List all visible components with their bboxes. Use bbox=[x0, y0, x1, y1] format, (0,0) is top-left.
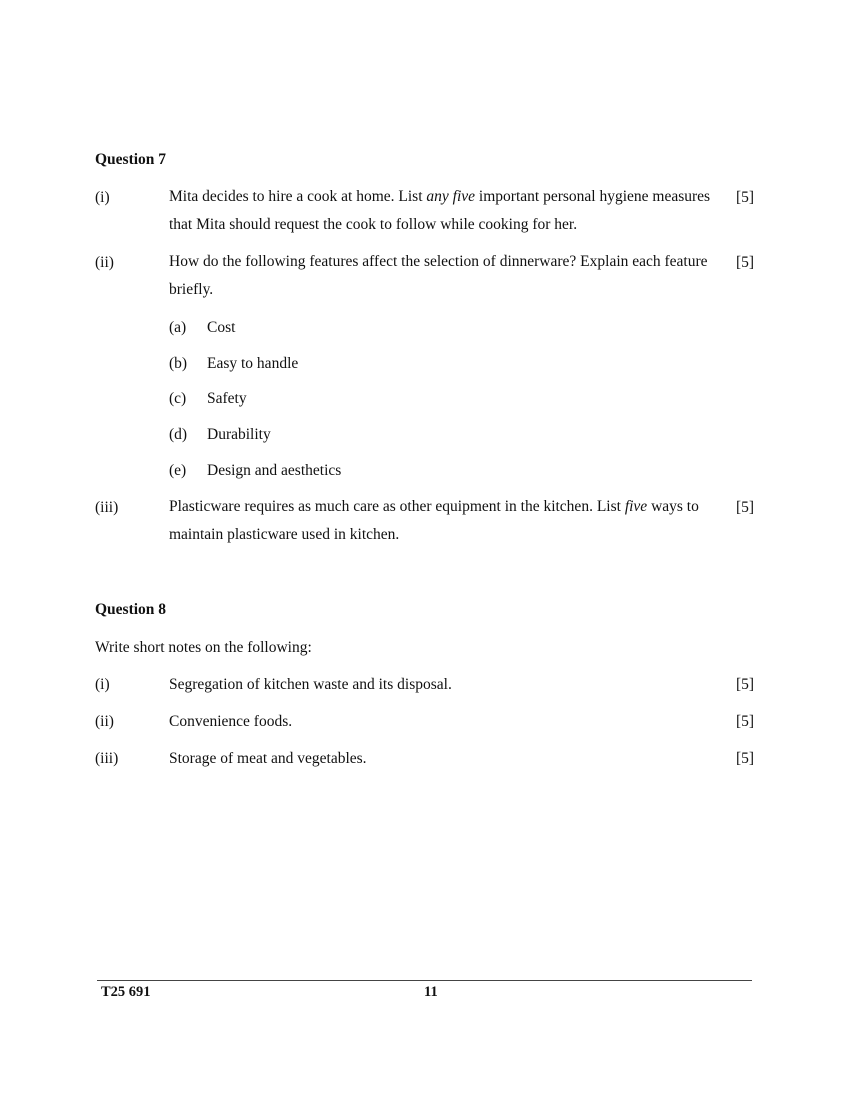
q8-iii-marks: [5] bbox=[736, 750, 755, 767]
q7-ii-number: (ii) bbox=[95, 254, 114, 271]
q7-iii-number: (iii) bbox=[95, 499, 119, 516]
q7-ii-sub-b-label: (b) bbox=[169, 355, 188, 372]
q7-i-text-emphasis: any five bbox=[426, 188, 476, 205]
question-7-title: Question 7 bbox=[95, 151, 167, 168]
q7-iii-text-pre: Plasticware requires as much care as other equipment in the kitchen. List bbox=[169, 498, 625, 515]
footer-paper-code: T25 691 bbox=[101, 984, 151, 1000]
q7-ii-sub-c-label: (c) bbox=[169, 390, 187, 407]
q7-ii-sub-d-text: Durability bbox=[207, 426, 271, 443]
q7-ii-sub-e-text: Design and aesthetics bbox=[207, 462, 342, 479]
footer-page-number: 11 bbox=[424, 984, 438, 1000]
q8-intro: Write short notes on the following: bbox=[95, 639, 312, 656]
q8-ii-marks: [5] bbox=[736, 713, 755, 730]
q7-ii-sub-a-text: Cost bbox=[207, 319, 236, 336]
q7-iii-text-emphasis: five bbox=[624, 498, 648, 515]
q7-ii-text: How do the following features affect the selection of dinnerware? Explain each feature briefly. bbox=[169, 253, 708, 298]
q7-i-text-pre: Mita decides to hire a cook at home. List bbox=[169, 188, 427, 205]
q8-i-number: (i) bbox=[95, 676, 110, 693]
q8-i-text: Segregation of kitchen waste and its disposal. bbox=[169, 676, 452, 693]
q7-i-text-post: important personal hygiene measures that Mita should request the cook to follow while cooking for her. bbox=[169, 188, 711, 233]
q7-i-number: (i) bbox=[95, 189, 110, 206]
q7-i-text bbox=[169, 183, 714, 239]
q7-ii-sub-c-text: Safety bbox=[207, 390, 247, 407]
q8-iii-number: (iii) bbox=[95, 750, 119, 767]
q7-ii-sub-b-text: Easy to handle bbox=[207, 355, 299, 372]
q7-i-marks: [5] bbox=[736, 189, 755, 206]
q7-ii-sub-a-label: (a) bbox=[169, 319, 187, 336]
q7-ii-sub-d-label: (d) bbox=[169, 426, 188, 443]
q7-iii-text bbox=[169, 493, 714, 549]
q8-i-marks: [5] bbox=[736, 676, 755, 693]
question-8-title: Question 8 bbox=[95, 601, 167, 618]
q7-ii-sub-e-label: (e) bbox=[169, 462, 187, 479]
q7-ii-marks: [5] bbox=[736, 254, 755, 271]
q8-ii-text: Convenience foods. bbox=[169, 713, 293, 730]
q8-ii-number: (ii) bbox=[95, 713, 114, 730]
q7-iii-text-post: ways to maintain plasticware used in kitchen. bbox=[169, 498, 699, 543]
footer-divider bbox=[97, 980, 752, 981]
q7-iii-marks: [5] bbox=[736, 499, 755, 516]
q8-iii-text: Storage of meat and vegetables. bbox=[169, 750, 367, 767]
